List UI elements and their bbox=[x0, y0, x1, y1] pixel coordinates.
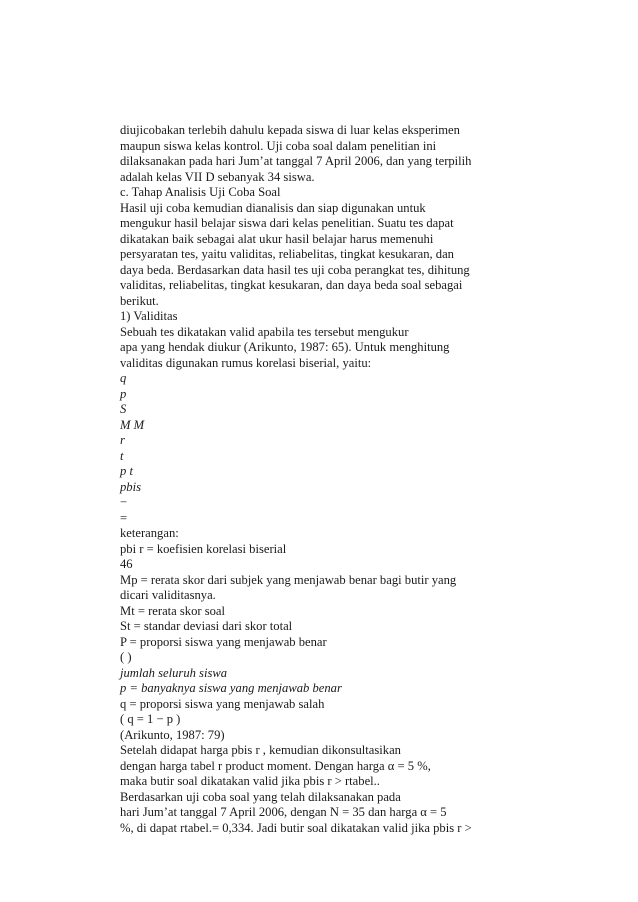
text-line: daya beda. Berdasarkan data hasil tes uji coba perangkat tes, dihitung bbox=[120, 262, 470, 277]
text-line: dilaksanakan pada hari Jum’at tanggal 7 April 2006, dan yang terpilih bbox=[120, 154, 472, 168]
text-line: diujicobakan terlebih dahulu kepada siswa di luar kelas eksperimen bbox=[120, 123, 460, 137]
text-line: hari Jum’at tanggal 7 April 2006, dengan N = 35 dan harga α = 5 bbox=[120, 805, 447, 819]
text-line: apa yang hendak diukur (Arikunto, 1987: 65). Untuk menghitung bbox=[120, 340, 450, 354]
text-line: St = standar deviasi dari skor total bbox=[120, 619, 293, 633]
text-line: p t bbox=[120, 464, 133, 478]
text-line: dikatakan baik sebagai alat ukur hasil belajar harus memenuhi bbox=[120, 231, 434, 246]
text-line: persyaratan tes, yaitu validitas, reliabelitas, tingkat kesukaran, dan bbox=[120, 247, 454, 261]
text-line: q bbox=[120, 371, 127, 385]
body-text bbox=[120, 123, 520, 836]
text-line: pbi r = koefisien korelasi biserial bbox=[120, 541, 287, 556]
text-line: − bbox=[120, 495, 128, 509]
text-line: Berdasarkan uji coba soal yang telah dilaksanakan pada bbox=[120, 789, 401, 804]
text-line: M M bbox=[120, 417, 145, 432]
text-line: p = banyaknya siswa yang menjawab benar bbox=[120, 681, 342, 695]
text-line: Sebuah tes dikatakan valid apabila tes tersebut mengukur bbox=[120, 324, 409, 339]
text-line: ( ) bbox=[120, 650, 132, 664]
text-line: p bbox=[120, 386, 127, 401]
text-line: validitas, reliabelitas, tingkat kesukaran, dan daya beda soal sebagai bbox=[120, 278, 463, 292]
text-line: mengukur hasil belajar siswa dari kelas penelitian. Suatu tes dapat bbox=[120, 216, 454, 230]
text-line: Mt = rerata skor soal bbox=[120, 603, 226, 618]
text-line: Hasil uji coba kemudian dianalisis dan siap digunakan untuk bbox=[120, 200, 426, 215]
text-line: keterangan: bbox=[120, 526, 179, 540]
text-line: maupun siswa kelas kontrol. Uji coba soal dalam penelitian ini bbox=[120, 138, 437, 153]
text-line: dengan harga tabel r product moment. Dengan harga α = 5 %, bbox=[120, 758, 431, 773]
text-line: dicari validitasnya. bbox=[120, 588, 216, 602]
text-line: %, di dapat rtabel.= 0,334. Jadi butir soal dikatakan valid jika pbis r > bbox=[120, 820, 472, 835]
text-line: adalah kelas VII D sebanyak 34 siswa. bbox=[120, 169, 315, 184]
text-line: ( q = 1 − p ) bbox=[120, 712, 181, 726]
text-line: P = proporsi siswa yang menjawab benar bbox=[120, 634, 327, 649]
text-line: Mp = rerata skor dari subjek yang menjawab benar bagi butir yang bbox=[120, 572, 457, 587]
text-line: (Arikunto, 1987: 79) bbox=[120, 727, 225, 742]
text-line: Setelah didapat harga pbis r , kemudian dikonsultasikan bbox=[120, 743, 401, 757]
text-line: jumlah seluruh siswa bbox=[120, 665, 228, 680]
text-line: = bbox=[120, 510, 128, 525]
text-line: berikut. bbox=[120, 293, 159, 308]
text-line: maka butir soal dikatakan valid jika pbis r > rtabel.. bbox=[120, 774, 380, 788]
text-line: pbis bbox=[120, 479, 141, 494]
text-line: r bbox=[120, 433, 125, 447]
text-line: validitas digunakan rumus korelasi biserial, yaitu: bbox=[120, 355, 372, 370]
text-line: c. Tahap Analisis Uji Coba Soal bbox=[120, 185, 281, 199]
text-line: 46 bbox=[120, 557, 133, 571]
text-line: S bbox=[120, 402, 127, 416]
text-line: q = proporsi siswa yang menjawab salah bbox=[120, 696, 325, 711]
text-line: 1) Validitas bbox=[120, 309, 178, 323]
text-line: t bbox=[120, 448, 124, 463]
